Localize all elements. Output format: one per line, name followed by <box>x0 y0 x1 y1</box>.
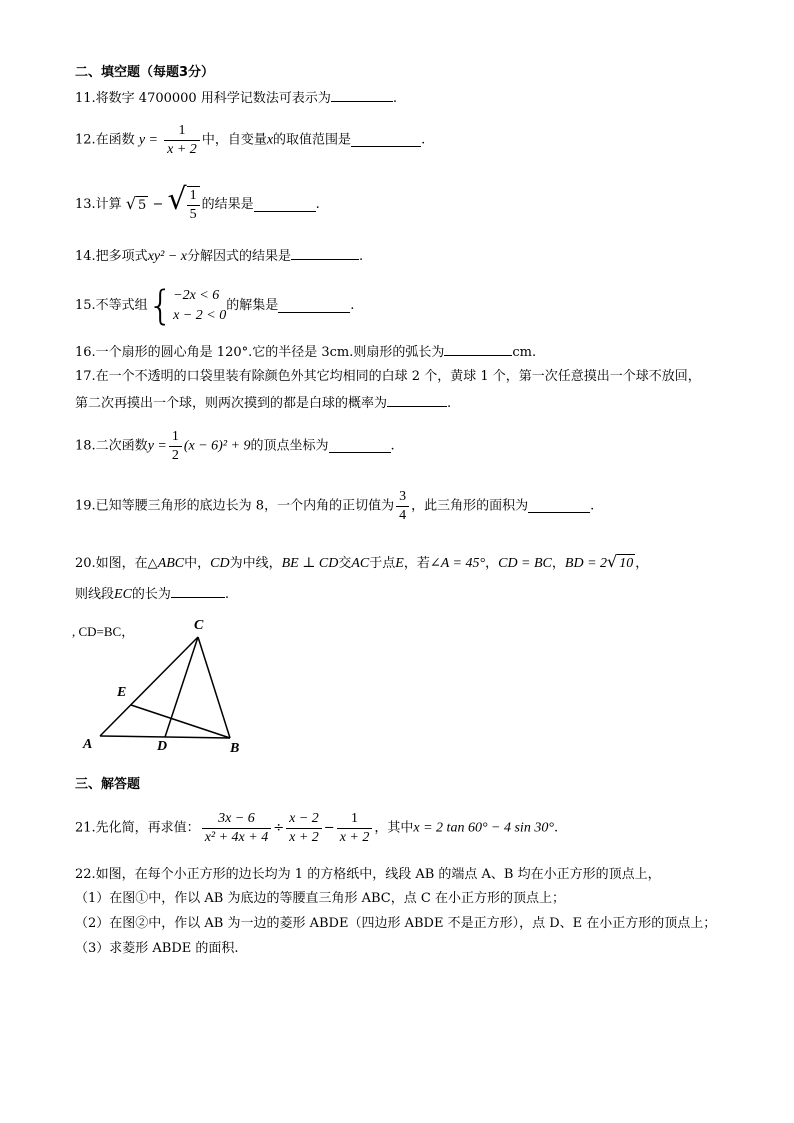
q13-sqrt5: √ 5 <box>125 194 147 213</box>
q21-pre: 21.先化简，再求值： <box>75 820 200 836</box>
q12-den: x + 2 <box>167 142 197 157</box>
q13-end: . <box>315 197 320 212</box>
question-22-line1: 22.如图，在每个小正方形的边长均为 1 的方格纸中，线段 AB 的端点 A、B 均在小正方形的顶点上， <box>75 867 661 882</box>
q20-text-f: ，若∠ <box>403 556 441 571</box>
q20-text-e: 于点 <box>369 556 396 571</box>
section-3-title: 三、解答题 <box>75 777 141 792</box>
q16-end: cm. <box>512 345 537 360</box>
label-a: A <box>83 737 93 752</box>
q14-post: 分解因式的结果是 <box>186 249 291 264</box>
q12-num: 1 <box>164 122 200 141</box>
q16-text: 16.一个扇形的圆心角是 120°.它的半径是 3cm.则扇形的弧长为 <box>75 345 445 360</box>
q13-post: 的结果是 <box>201 197 254 212</box>
segment-be <box>131 705 230 738</box>
q12-func: y = <box>138 132 158 148</box>
q12-end: . <box>421 132 426 148</box>
q19-post: ，此三角形的面积为 <box>411 498 529 514</box>
q21-frac2: $\frac{x - 2}{x + 2}$ <box>286 810 322 847</box>
q20-radical-icon: √ <box>607 552 618 571</box>
segment-bc <box>198 637 230 738</box>
q15-end: . <box>350 298 355 313</box>
q21-post: ，其中 <box>374 820 414 836</box>
q20-text-d: 交 <box>338 556 352 571</box>
q20-text-a: 20.如图，在△ <box>75 556 158 571</box>
q21-end: . <box>553 820 559 836</box>
q13-minus: − <box>152 197 164 212</box>
q20-text-i: ， <box>635 556 649 571</box>
q20-abc: ABC <box>157 556 185 571</box>
q20-text-g: ， <box>485 556 499 571</box>
q12-post: 中，自变量 <box>201 132 267 148</box>
q20-text-line2a: 则线段 <box>75 587 115 602</box>
question-22-line2: （1）在图①中，作以 AB 为底边的等腰直三角形 ABC，点 C 在小正方形的顶点上； <box>75 891 565 906</box>
q18-post: 的顶点坐标为 <box>250 438 329 454</box>
label-d: D <box>157 739 168 754</box>
q15-post: 的解集是 <box>226 298 279 313</box>
question-22-line4: （3）求菱形 ABDE 的面积. <box>75 941 239 956</box>
label-e: E <box>117 685 127 700</box>
label-b: B <box>230 741 240 756</box>
q18-func: y = <box>147 438 167 454</box>
q20-ac: AC <box>351 556 370 571</box>
q21-div: ÷ <box>273 820 285 836</box>
q18-end: . <box>390 438 395 454</box>
q21-cond: x = 2 tan 60° − 4 sin 30° <box>413 820 554 836</box>
q12-var: x <box>266 132 274 148</box>
q13-sqrt-frac: √ $\frac{1}{5}$ <box>168 198 202 213</box>
q20-e: E <box>395 556 404 571</box>
q20-angle: A = 45° <box>440 556 486 571</box>
q15-system: −2x < 6 x − 2 < 0 <box>173 288 227 323</box>
q17-end: . <box>447 396 452 411</box>
q20-cd: CD <box>210 556 230 571</box>
q20-ec: EC <box>114 587 132 602</box>
figure-note: , CD=BC， <box>72 624 135 639</box>
question-22-line3: （2）在图②中，作以 AB 为一边的菱形 ABDE（四边形 ABDE 不是正方形），点 D、E 在小正方形的顶点上； <box>75 916 717 931</box>
q13-pre: 13.计算 <box>75 197 122 212</box>
q18-fraction: $\frac{1}{2}$ <box>169 428 182 465</box>
q15-brace: { <box>147 283 174 329</box>
q20-text-b: 中， <box>184 556 211 571</box>
q20-r10: 10 <box>619 556 634 571</box>
q20-end: . <box>224 587 230 602</box>
q20-text-line2b: 的长为 <box>131 587 171 602</box>
q20-be: BE ⊥ CD <box>281 556 339 571</box>
q20-bd: BD = 2 <box>564 556 608 571</box>
q14-expr: xy² − x <box>147 249 187 264</box>
q20-text-h: ， <box>551 556 565 571</box>
q21-minus: − <box>323 820 335 836</box>
q17-line2: 第二次再摸出一个球，则两次摸到的都是白球的概率为 <box>75 396 388 411</box>
q20-cdbc: CD = BC <box>498 556 552 571</box>
question-17-line1: 17.在一个不透明的口袋里装有除颜色外其它均相同的白球 2 个，黄球 1 个，第一次任意摸出一个球不放回， <box>75 369 701 384</box>
q18-pre: 18.二次函数 <box>75 438 148 454</box>
q15-pre: 15.不等式组 <box>75 298 148 313</box>
q12-pre: 12.在函数 <box>75 132 135 148</box>
question-21 <box>75 810 558 847</box>
q19-fraction: $\frac{3}{4}$ <box>396 488 409 525</box>
label-c: C <box>194 618 204 633</box>
q21-frac3: $\frac{1}{x + 2}$ <box>337 810 373 847</box>
section-2-title: 二、填空题（每题3分） <box>75 65 215 80</box>
q20-text-c: 为中线， <box>229 556 282 571</box>
q11-text: 11.将数字 4700000 用科学记数法可表示为 <box>75 91 331 106</box>
q14-pre: 14.把多项式 <box>75 249 148 264</box>
q11-end: . <box>392 91 397 106</box>
q19-pre: 19.已知等腰三角形的底边长为 8，一个内角的正切值为 <box>75 498 395 514</box>
q21-frac1: $\frac{3x - 6}{\text{x² + 4x + 4}}$ <box>202 810 272 847</box>
q19-end: . <box>590 498 595 514</box>
segment-ac <box>100 637 198 736</box>
q12-post2: 的取值范围是 <box>273 132 352 148</box>
q18-expr: (x − 6)² + 9 <box>183 438 251 454</box>
q14-end: . <box>359 249 364 264</box>
